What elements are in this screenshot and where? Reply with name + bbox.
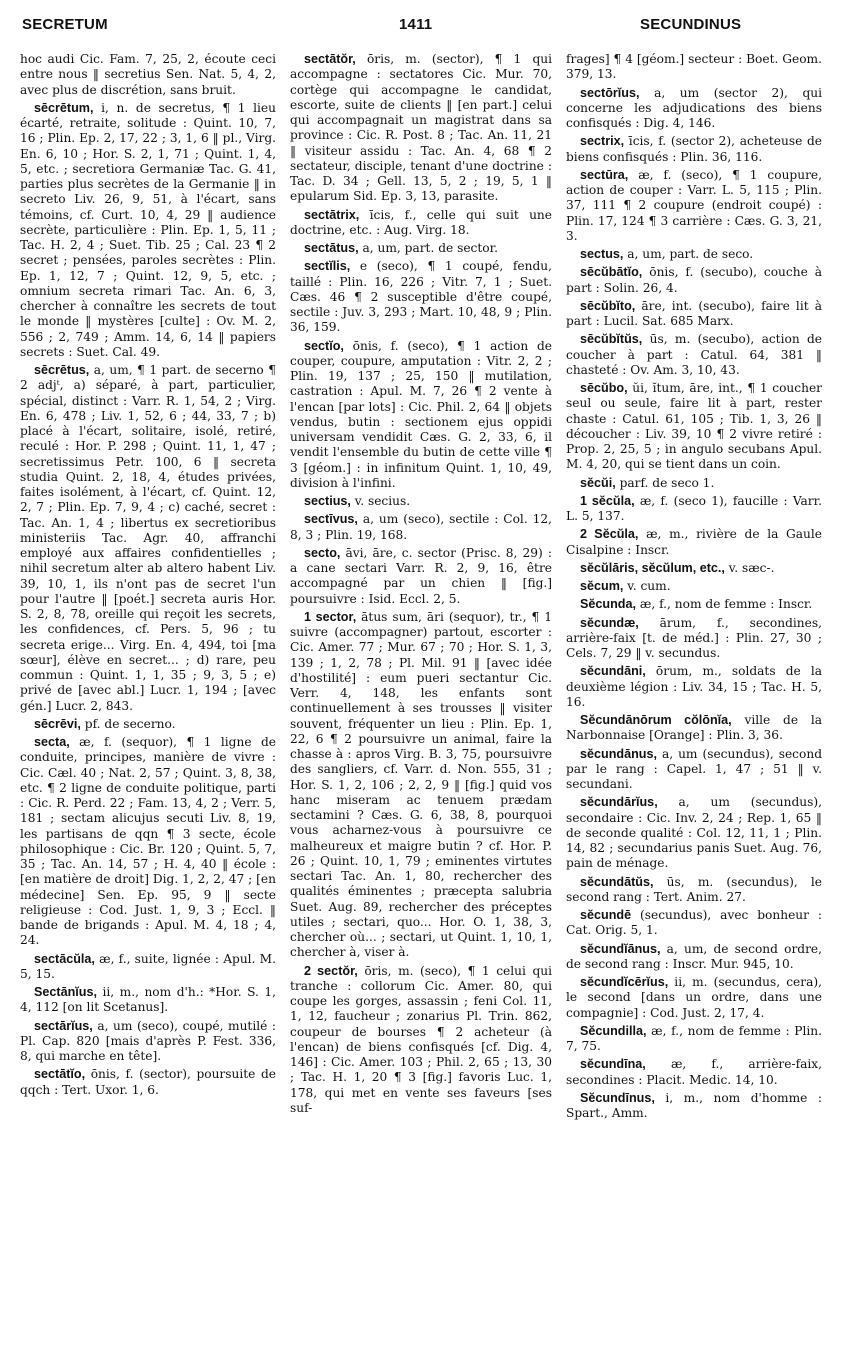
entry-headword: sectius, [304, 494, 351, 508]
entry-definition: e (seco), ¶ 1 coupé, fendu, taillé : Plin. 16, 226 ; Vitr. 7, 1 ; Suet. Cæs. 46 ¶ 2 susceptible d'être coupé, sectile : Juv. 3, 293 ; Mart. 10, 48, 9 ; Plin. 36, 159. [290, 259, 552, 335]
entry-headword: sectus, [580, 247, 624, 261]
dictionary-entry [566, 942, 822, 973]
entry-definition: v. sæc-. [724, 560, 775, 575]
dictionary-entry [20, 717, 276, 732]
entry-definition: a, um, de second ordre, de second rang : Inscr. Mur. 945, 10. [566, 941, 822, 971]
dictionary-entry [566, 616, 822, 662]
entry-headword: sĕcundātŭs, [580, 874, 654, 889]
dictionary-entry [566, 908, 822, 939]
dictionary-entry [566, 494, 822, 525]
entry-definition: i, n. de secretus, ¶ 1 lieu écarté, retraite, solitude : Quint. 10, 7, 16 ; Plin. Ep. 2, 17, 22 ; 3, 1, 6 ‖ pl., Virg. En. 6, 10 ; Hor. S. 2, 1, 71 ; Quint. 1, 4, 5, etc. ; secretiora Germaniæ Tac. G. 41, parties plus secrètes de la Germanie ‖ in secreto Liv. 26, 9, 51, à l'écart, sans témoins, cf. Curt. 10, 4, 29 ‖ audience secrète, particulière : Plin. Ep. 1, 5, 11 ; Tac. H. 2, 4 ; Suet. Tib. 25 ; Cal. 23 ¶ 2 secret ; pensées, paroles secrètes : Plin. Ep. 1, 12, 7 ; Quint. 12, 9, 5, etc. ; omnium secreta rimari Tac. An. 6, 3, chercher à connaître les secrets de tout le monde ‖ mystères [culte] : Ov. M. 2, 556 ; 2, 749 ; Amm. 14, 6, 14 ‖ papiers secrets : Suet. Cal. 49. [20, 100, 276, 359]
entry-definition: ii, m., nom d'h.: *Hor. S. 1, 4, 112 [on lit Scetanus]. [20, 985, 276, 1015]
entry-headword: 1 sector, [304, 609, 357, 624]
dictionary-entry [566, 299, 822, 330]
dictionary-entry [290, 546, 552, 607]
column-1 [20, 52, 276, 1352]
dictionary-entry [566, 664, 822, 710]
entry-headword: sēcŭbĭtŭs, [580, 332, 643, 347]
entry-definition: (secundus), avec bonheur : Cat. Orig. 5, 1. [566, 908, 822, 938]
entry-definition: æ, m., rivière de la Gaule Cisalpine : Inscr. [566, 527, 822, 557]
entry-definition: ōris, m. (seco), ¶ 1 celui qui tranche : collorum Cic. Amer. 80, qui coupe les gorges, assassin ; feni Col. 11, 1, 12, faucheur ; zonarius Pl. Trin. 862, coupeur de bourses ¶ 2 acheteur (à l'encan) de biens confisqués [cf. Dig. 4, 146] : Cic. Amer. 103 ; Phil. 2, 65 ; 13, 30 ; Tac. H. 1, 20 ¶ 3 [fig.] favoris Luc. 1, 178, qui met en vente ses faveurs [ses suf- [290, 963, 552, 1115]
entry-definition: ville de la Narbonnaise [Orange] : Plin. 3, 36. [566, 713, 822, 743]
entry-headword: sectūra, [580, 167, 629, 182]
dictionary-entry [566, 713, 822, 744]
entry-definition: æ, f. (sequor), ¶ 1 ligne de conduite, principes, manière de vivre : Cic. Cæl. 40 ; Nat. 2, 57 ; Quint. 3, 8, 38, etc. ¶ 2 ligne de conduite politique, parti : Cic. R. Perd. 22 ; Fam. 13, 4, 2 ; Verr. 5, 181 ; sectam alicujus secuti Liv. 8, 19, les partisans de qqn ¶ 3 secte, école philosophique : Cic. Br. 120 ; Quint. 5, 7, 35 ; Tac. An. 14, 57 ; H. 4, 40 ‖ école : [en matière de droit] Dig. 1, 2, 2, 47 ; [en médecine] Sen. Ep. 95, 9 ‖ secte religieuse : Cod. Just. 1, 9, 3 ; Eccl. ‖ bande de brigands : Apul. M. 4, 18 ; 4, 24. [20, 735, 276, 948]
entry-headword: sēcŭbo, [580, 381, 628, 395]
dictionary-entry [566, 476, 822, 491]
entry-definition: a, um, ¶ 1 part. de secerno ¶ 2 adjᵗ, a) séparé, à part, particulier, spécial, distinct : Varr. R. 1, 54, 2 ; Virg. En. 6, 478 ; Liv. 1, 52, 6 ; 44, 33, 7 ; b) placé à l'écart, solitaire, isolé, retiré, reculé : Hor. P. 298 ; Quint. 11, 1, 47 ; secretissimus Petr. 100, 6 ‖ secreta studia Quint. 2, 18, 4, études privées, faites isolément, à l'écart, cf. Quint. 12, 2, 7 ; Plin. Ep. 7, 9, 4 ; c) caché, secret : Tac. An. 1, 4 ; libertus ex secretioribus ministeriis Tac. Agr. 40, affranchi employé aux affaires confidentielles ; nihil secretum alter ab altero habent Liv. 39, 10, 1, ils n'ont pas de secret l'un pour l'autre ‖ [poét.] secreta auris Hor. S. 2, 8, 78, oreille qui reçoit les secrets, les confidences, cf. Pers. 5, 96 ; tu secreta erige... Virg. En. 4, 494, toi [ma sœur], élève en secret... ; d) rare, peu commun : Quint. 1, 1, 35 ; 9, 3, 5 ; e) privé de [avec abl.] Lucr. 1, 194 ; [avec gén.] Lucr. 2, 843. [20, 363, 276, 713]
entry-headword: Sĕcundilla, [580, 1023, 647, 1038]
entry-definition: v. cum. [623, 579, 671, 593]
entry-definition: ūs, m. (secundus), le second rang : Tert. Anim. 27. [566, 874, 822, 904]
dictionary-entry [290, 512, 552, 543]
entry-definition: v. secius. [350, 494, 411, 508]
dictionary-entry [566, 52, 822, 83]
entry-definition: ōnis, f. (seco), ¶ 1 action de couper, coupure, amputation : Vitr. 2, 2 ; Plin. 19, 137 ; 25, 150 ‖ mutilation, castration : Apul. M. 7, 26 ¶ 2 vente à l'encan [par lots] : Cic. Phil. 2, 64 ‖ objets vendus, butin : sectionem ejus oppidi universam vendidit Cæs. G. 2, 33, 6, il vendit l'ensemble du butin de cette ville ¶ 3 [géom.] : in infinitum Quint. 1, 10, 49, division à l'infini. [290, 338, 552, 490]
dictionary-entry [566, 1057, 822, 1088]
entry-headword: sĕcŭi, [580, 475, 616, 490]
dictionary-entry [566, 795, 822, 871]
entry-definition: pf. de secerno. [80, 716, 176, 731]
dictionary-entry [566, 265, 822, 296]
dictionary-entry [290, 339, 552, 492]
entry-headword: sēcŭbātĭo, [580, 265, 643, 280]
entry-definition: a, um (secundus), secondaire : Cic. Inv. 2, 24 ; Rep. 1, 65 ‖ de seconde qualité : Col. 12, 11, 1 ; Plin. 14, 82 ; secundarius panis Suet. Aug. 76, pain de ménage. [566, 795, 822, 871]
dictionary-entry [290, 241, 552, 256]
entry-definition: āvi, āre, c. sector (Prisc. 8, 29) : a cane sectari Varr. R. 2, 9, 16, être accompagné par un chien ‖ [fig.] poursuivre : Isid. Eccl. 2, 5. [290, 545, 552, 606]
entry-definition: a, um, part. de sector. [358, 241, 498, 255]
entry-definition: i, m., nom d'homme : Spart., Amm. [566, 1090, 822, 1120]
entry-headword: sēcŭbĭto, [580, 298, 636, 313]
dictionary-entry [566, 561, 822, 576]
entry-headword: sĕcundāni, [580, 664, 646, 679]
entry-headword: sĕcundārĭus, [580, 795, 658, 810]
entry-headword: sectācŭla, [34, 951, 95, 966]
entry-headword: 1 sĕcŭla, [580, 493, 635, 508]
dictionary-entry [290, 52, 552, 205]
dictionary-entry [20, 1067, 276, 1098]
entry-headword: sēcrēvi, [34, 716, 81, 731]
entry-headword: sectrix, [580, 134, 625, 149]
entry-headword: sĕcundæ, [580, 615, 639, 630]
dictionary-entry [566, 332, 822, 378]
entry-definition: āre, int. (secubo), faire lit à part : Lucil. Sat. 685 Marx. [566, 298, 822, 328]
entry-definition: ōnis, f. (secubo), couche à part : Solin. 26, 4. [566, 265, 822, 295]
entry-headword: sēcrētus, [34, 363, 90, 377]
entry-headword: sĕcundīna, [580, 1057, 646, 1072]
entry-definition: æ, f. (seco 1), faucille : Varr. L. 5, 137. [566, 493, 822, 523]
entry-definition: ōrum, m., soldats de la deuxième légion : Liv. 34, 15 ; Tac. H. 5, 16. [566, 664, 822, 709]
dictionary-entry [566, 597, 822, 612]
entry-definition: æ, f., suite, lignée : Apul. M. 5, 15. [20, 951, 276, 981]
dictionary-entry [290, 494, 552, 509]
dictionary-entry [566, 381, 822, 473]
entry-definition: īcis, f., celle qui suit une doctrine, etc. : Aug. Virg. 18. [290, 207, 552, 237]
dictionary-entry [20, 985, 276, 1016]
header-left-guide-word: SECRETUM [22, 16, 108, 33]
entry-definition: a, um, part. de seco. [623, 247, 754, 261]
entry-headword: sĕcundē [580, 908, 632, 922]
dictionary-entry [566, 134, 822, 165]
entry-definition: æ, f. (seco), ¶ 1 coupure, action de couper : Varr. L. 5, 115 ; Plin. 37, 111 ¶ 2 coupure (endroit coupé) : Plin. 17, 124 ¶ 3 carrière : Cæs. G. 3, 21, 3. [566, 167, 822, 243]
dictionary-entry [566, 247, 822, 262]
entry-definition: ōnis, f. (sector), poursuite de qqch : Tert. Uxor. 1, 6. [20, 1067, 276, 1097]
entry-headword: sēcrētum, [34, 100, 94, 115]
entry-definition: ārum, f., secondines, arrière-faix [t. de méd.] : Plin. 27, 30 ; Cels. 7, 29 ‖ v. secundus. [566, 615, 822, 660]
dictionary-entry [20, 952, 276, 983]
dictionary-entry [20, 363, 276, 714]
entry-headword: 2 Sĕcŭla, [580, 527, 639, 542]
entry-headword: sectĭlis, [304, 259, 351, 274]
entry-definition: æ, f., nom de femme : Inscr. [636, 597, 813, 612]
entry-headword: 2 sectŏr, [304, 963, 358, 978]
entry-headword: secto, [304, 545, 341, 560]
entry-headword: sectātĭo, [34, 1067, 86, 1082]
entry-definition: parf. de seco 1. [615, 475, 715, 490]
entry-definition: īcis, f. (sector 2), acheteuse de biens confisqués : Plin. 36, 116. [566, 134, 822, 164]
entry-headword: sectārĭus, [34, 1018, 93, 1033]
dictionary-entry [566, 1024, 822, 1055]
dictionary-entry [290, 964, 552, 1117]
entry-definition: ātus sum, āri (sequor), tr., ¶ 1 suivre (accompagner) partout, escorter : Cic. Amer. 77 ; Mur. 67 ; 70 ; Hor. S. 1, 3, 139 ; 1, 2, 78 ; Pl. Mil. 91 ‖ [avec idée d'hostilité] : eum pueri sectantur Cic. Verr. 4, 148, les enfants sont continuellement à ses trousses ‖ visiter souvent, fréquenter un lieu : Plin. Ep. 1, 22, 6 ¶ 2 poursuivre un animal, faire la chasse à : apros Virg. B. 3, 75, poursuivre des sangliers, cf. Varr. d. Non. 555, 31 ; Hor. S. 1, 2, 106 ; 2, 2, 9 ‖ [fig.] quid vos hanc miseram ac tenuem prædam sectamini ? Cæs. G. 6, 38, 8, pourquoi vous acharnez-vous à poursuivre ce malheureux et maigre butin ? cf. Hor. P. 26 ; Quint. 10, 1, 79 ; eminentes virtutes sectari Tac. An. 1, 80, rechercher des qualités éminentes ; præcepta salubria Suet. Aug. 89, rechercher des préceptes utiles ; sectari, quo... Hor. O. 1, 38, 3, chercher où... ; sectari, ut Quint. 1, 10, 1, chercher à, viser à. [290, 609, 552, 960]
dictionary-entry [566, 875, 822, 906]
entry-definition: hoc audi Cic. Fam. 7, 25, 2, écoute ceci entre nous ‖ secretius Sen. Nat. 5, 4, 2, avec plus de discrétion, sans bruit. [20, 52, 276, 97]
dictionary-entry [566, 975, 822, 1021]
entry-headword: sĕcŭlāris, sĕcŭlum, etc., [580, 560, 725, 575]
dictionary-entry [20, 735, 276, 949]
entry-headword: sectātrix, [304, 207, 360, 222]
entry-headword: sectātus, [304, 241, 359, 255]
entry-headword: sectātŏr, [304, 52, 356, 66]
entry-headword: Sĕcundānōrum cŏlōnĭa, [580, 713, 732, 727]
dictionary-entry [290, 259, 552, 335]
header-right-guide-word: SECUNDINUS [640, 16, 742, 33]
entry-definition: æ, f., nom de femme : Plin. 7, 75. [566, 1023, 822, 1053]
running-header [0, 16, 841, 42]
dictionary-entry [20, 1019, 276, 1065]
entry-headword: sĕcundĭānus, [580, 941, 661, 956]
entry-headword: sĕcundĭcērĭus, [580, 975, 669, 989]
dictionary-entry [566, 579, 822, 594]
page-number: 1411 [399, 16, 433, 33]
entry-headword: Sĕcundīnus, [580, 1090, 655, 1105]
entry-definition: ŭi, ĭtum, āre, int., ¶ 1 coucher seul ou seule, faire lit à part, rester chaste : Catul. 61, 105 ; Tib. 1, 3, 26 ‖ découcher : Liv. 39, 10 ¶ 2 vivre retiré : Prop. 2, 25, 5 ; in angulo secubans Apul. M. 4, 20, qui se tient dans un coin. [566, 381, 822, 472]
entry-headword: Sectānĭus, [34, 985, 97, 999]
entry-headword: sectōrĭus, [580, 85, 640, 100]
entry-headword: sectīvus, [304, 512, 358, 527]
dictionary-entry [290, 610, 552, 961]
entry-definition: frages] ¶ 4 [géom.] secteur : Boet. Geom. 379, 13. [566, 52, 822, 82]
dictionary-entry [290, 208, 552, 239]
dictionary-entry [566, 1091, 822, 1122]
entry-headword: sectĭo, [304, 338, 344, 353]
entry-headword: sĕcundānus, [580, 746, 657, 761]
entry-definition: ūs, m. (secubo), action de coucher à part : Catul. 64, 381 ‖ chasteté : Ov. Am. 3, 10, 43. [566, 332, 822, 377]
column-3 [566, 52, 822, 1352]
dictionary-entry [566, 168, 822, 244]
entry-headword: secta, [34, 735, 70, 749]
entry-definition: a, um (secundus), second par le rang : Capel. 1, 47 ; 51 ‖ v. secundani. [566, 746, 822, 791]
entry-definition: a, um (sector 2), qui concerne les adjudications des biens confisqués : Dig. 4, 146. [566, 85, 822, 130]
entry-headword: Sĕcunda, [580, 597, 636, 612]
entry-definition: ii, m. (secundus, cera), le second [dans un ordre, dans une compagnie] : Cod. Just. 2, 17, 4. [566, 975, 822, 1020]
dictionary-entry [20, 52, 276, 98]
entry-definition: ōris, m. (sector), ¶ 1 qui accompagne : sectatores Cic. Mur. 70, cortège qui accompagne le candidat, escorte, suite de clients ‖ [en part.] celui qui accompagnait un magistrat dans sa province : Cic. R. Post. 8 ; Tac. An. 11, 21 ‖ visiteur assidu : Tac. An. 4, 68 ¶ 2 sectateur, disciple, tenant d'une doctrine : Tac. D. 34 ; Gell. 13, 5, 2 ; 19, 5, 1 ‖ epularum Sid. Ep. 3, 13, parasite. [290, 52, 552, 204]
dictionary-entry [20, 101, 276, 360]
entry-definition: æ, f., arrière-faix, secondines : Placit. Medic. 14, 10. [566, 1057, 822, 1087]
dictionary-entry [566, 527, 822, 558]
entry-definition: a, um (seco), coupé, mutilé : Pl. Cap. 820 [mais d'après P. Fest. 336, 8, qui marche en tête]. [20, 1018, 276, 1063]
dictionary-entry [566, 747, 822, 793]
entry-definition: a, um (seco), sectile : Col. 12, 8, 3 ; Plin. 19, 168. [290, 512, 552, 542]
column-2 [290, 52, 552, 1352]
dictionary-entry [566, 86, 822, 132]
entry-headword: sĕcum, [580, 579, 624, 593]
